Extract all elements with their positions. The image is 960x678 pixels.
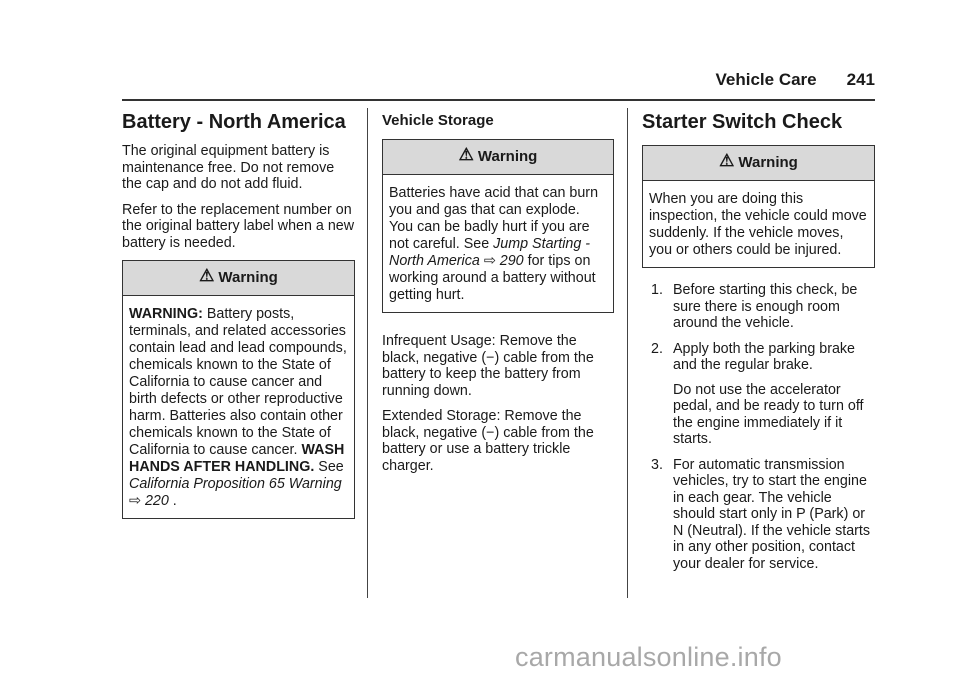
- list-item: [642, 282, 875, 332]
- step-text: Before starting this check, be sure there is enough room around the vehicle.: [673, 282, 858, 331]
- warning-text: [123, 296, 354, 518]
- paragraph: Refer to the replacement number on the original battery label when a new battery is needed.: [122, 201, 355, 251]
- step-number: 2.: [651, 340, 663, 357]
- watermark: carmanualsonline.info: [515, 642, 782, 672]
- step-number: 3.: [651, 456, 663, 473]
- page-reference[interactable]: 290: [499, 253, 524, 269]
- warning-title: Warning: [218, 268, 278, 286]
- column-divider: [627, 108, 628, 598]
- warning-body: Battery posts, terminals, and related accessories contain lead and lead compounds, chemicals known to the State of California to cause cancer and birth defects or other reproductive harm. Batteries also contain other chemicals known to the State of California to cause cancer.: [129, 306, 347, 458]
- step-subtext: Do not use the accelerator pedal, and be ready to turn off the engine immediately if it starts.: [673, 381, 864, 447]
- warning-triangle-icon: ⚠: [719, 150, 735, 170]
- warning-tail: for tips on working around a battery without getting hurt.: [389, 253, 596, 303]
- column-divider: [367, 108, 368, 598]
- page-reference-icon: ⇨: [129, 493, 145, 509]
- cross-reference-link[interactable]: Jump Starting - North America: [389, 236, 591, 269]
- warning-title: Warning: [738, 153, 798, 171]
- column-starter-switch: [642, 108, 875, 581]
- header-rule: [122, 99, 875, 101]
- column-battery: [122, 108, 355, 533]
- warning-lead: WARNING:: [129, 306, 203, 322]
- warning-text: [383, 175, 613, 312]
- page-reference[interactable]: 220: [144, 493, 169, 509]
- section-heading: Starter Switch Check: [642, 111, 843, 133]
- warning-header: [643, 146, 874, 181]
- page-header: [0, 70, 875, 90]
- paragraph: The original equipment battery is maintenance free. Do not remove the cap and do not add fluid.: [122, 143, 335, 192]
- warning-text: When you are doing this inspection, the vehicle could move suddenly. If the vehicle moves, you or others could be injured.: [649, 191, 867, 258]
- page-reference-icon: ⇨: [479, 253, 500, 269]
- warning-end: .: [168, 493, 177, 509]
- warning-header: [383, 140, 613, 175]
- list-item: [642, 341, 875, 448]
- step-number: 1.: [651, 282, 663, 298]
- warning-triangle-icon: ⚠: [458, 144, 474, 164]
- list-item: [642, 457, 875, 573]
- warning-header: [123, 261, 354, 296]
- warning-box: [122, 260, 355, 519]
- page-number: 241: [846, 70, 875, 89]
- warning-triangle-icon: ⚠: [199, 265, 215, 285]
- warning-box: [382, 139, 614, 313]
- paragraph: Infrequent Usage: Remove the black, negative (−) cable from the battery to keep the battery from running down.: [382, 333, 594, 399]
- step-text: Apply both the parking brake and the regular brake.: [673, 340, 856, 373]
- paragraph: Extended Storage: Remove the black, negative (−) cable from the battery or use a battery trickle charger.: [382, 408, 594, 474]
- section-heading: Battery - North America: [122, 111, 346, 133]
- steps-list: [642, 282, 875, 572]
- step-text: For automatic transmission vehicles, try to start the engine in each gear. The vehicle should start only in P (Park) or N (Neutral). If the vehicle starts in any other position, contact your dealer for service.: [673, 456, 871, 572]
- warning-title: Warning: [477, 147, 538, 165]
- warning-emphasis: WASH HANDS AFTER HANDLING.: [129, 442, 345, 475]
- warning-body: Batteries have acid that can burn you and gas that can explode. You can be badly hurt if you are not careful. See: [389, 185, 599, 252]
- column-storage: [382, 108, 614, 483]
- warning-box: [642, 145, 875, 268]
- section-title: Vehicle Care: [715, 70, 817, 89]
- cross-reference-link[interactable]: California Proposition 65 Warning: [129, 476, 342, 492]
- see-text: See: [314, 459, 344, 475]
- section-heading: Vehicle Storage: [382, 112, 494, 129]
